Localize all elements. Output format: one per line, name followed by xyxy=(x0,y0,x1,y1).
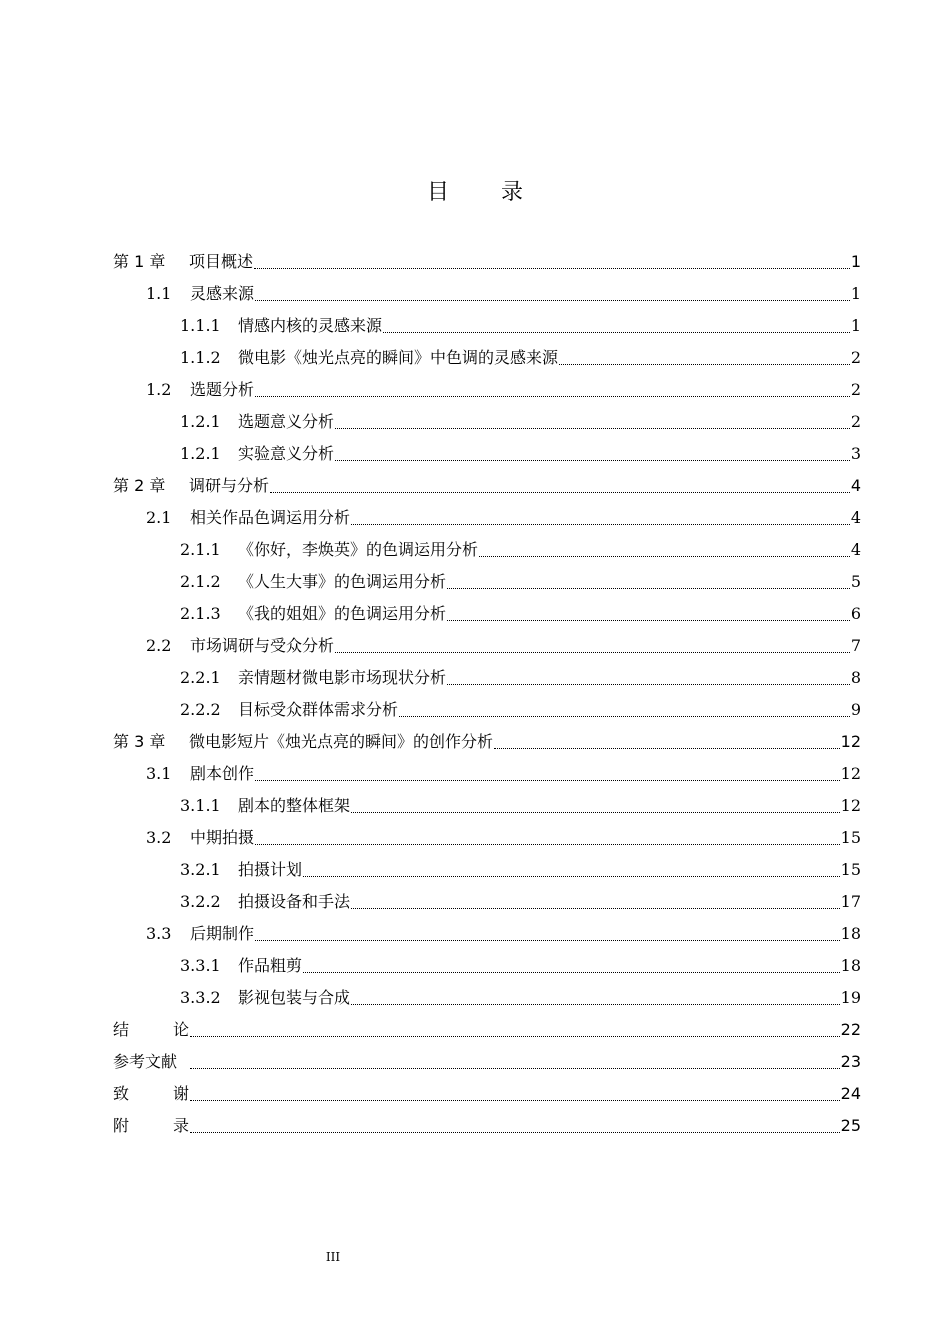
toc-entry-title: 选题意义分析 xyxy=(238,412,335,431)
toc-backmatter-entry[interactable] xyxy=(113,1078,861,1110)
dot-leader xyxy=(351,908,840,909)
toc-entry-number: 3.1 xyxy=(146,764,172,783)
toc-entry-title: 亲情题材微电影市场现状分析 xyxy=(238,668,447,687)
toc-entry-page: 24 xyxy=(840,1084,861,1103)
toc-entry-title-part: 参考文献 xyxy=(113,1052,178,1071)
toc-entry-title xyxy=(113,1020,189,1040)
toc-title-char: 目 xyxy=(426,180,449,205)
toc-entry-title: 剧本的整体框架 xyxy=(238,796,351,815)
dot-leader xyxy=(335,460,850,461)
toc-entry-number: 第 2 章 xyxy=(113,476,166,495)
toc-entry-title: 《人生大事》的色调运用分析 xyxy=(238,572,447,591)
toc-entry-title-part: 附 xyxy=(113,1116,130,1135)
toc-entry-title: 拍摄计划 xyxy=(238,860,303,879)
toc-entry-number: 1.1.2 xyxy=(180,348,221,367)
toc-entry-page: 12 xyxy=(840,764,861,783)
toc-entry-page: 7 xyxy=(850,636,861,655)
toc-entry-title: 拍摄设备和手法 xyxy=(238,892,351,911)
toc-entry-title: 后期制作 xyxy=(190,924,255,943)
toc-section-entry[interactable] xyxy=(113,822,861,854)
dot-leader xyxy=(559,364,850,365)
dot-leader xyxy=(190,1132,840,1133)
toc-entry-title-part: 论 xyxy=(172,1020,189,1039)
toc-entry-title xyxy=(113,1052,189,1072)
toc-subsection-entry[interactable] xyxy=(113,790,861,822)
toc-entry-page: 9 xyxy=(850,700,861,719)
toc-entry-page: 2 xyxy=(850,348,861,367)
dot-leader xyxy=(190,1100,840,1101)
toc-section-entry[interactable] xyxy=(113,758,861,790)
toc-entry-page: 4 xyxy=(850,540,861,559)
toc-entry-number: 3.1.1 xyxy=(180,796,221,815)
toc-entry-title: 作品粗剪 xyxy=(238,956,303,975)
toc-title-char: 录 xyxy=(501,180,524,205)
page-number-footer: III xyxy=(325,1250,341,1264)
dot-leader xyxy=(190,1036,840,1037)
dot-leader xyxy=(255,396,850,397)
toc-entry-number: 1.1 xyxy=(146,284,172,303)
toc-entry-title: 目标受众群体需求分析 xyxy=(238,700,399,719)
dot-leader xyxy=(255,940,840,941)
toc-entry-number: 1.2 xyxy=(146,380,172,399)
toc-entry-page: 15 xyxy=(840,828,861,847)
toc-section-entry[interactable] xyxy=(113,374,861,406)
toc-subsection-entry[interactable] xyxy=(113,982,861,1014)
dot-leader xyxy=(254,268,850,269)
toc-entry-title-part: 结 xyxy=(113,1020,130,1039)
toc-entry-page: 18 xyxy=(840,924,861,943)
dot-leader xyxy=(351,812,840,813)
dot-leader xyxy=(335,428,850,429)
toc-backmatter-entry[interactable] xyxy=(113,1110,861,1142)
toc-subsection-entry[interactable] xyxy=(113,694,861,726)
toc-entry-title xyxy=(113,1084,189,1104)
toc-entry-page: 17 xyxy=(840,892,861,911)
toc-entry-title: 《你好，李焕英》的色调运用分析 xyxy=(238,540,479,559)
toc-entry-page: 18 xyxy=(840,956,861,975)
toc-title xyxy=(0,178,950,208)
toc-entry-number: 第 3 章 xyxy=(113,732,166,751)
toc-entry-number: 2.1.1 xyxy=(180,540,221,559)
toc-subsection-entry[interactable] xyxy=(113,662,861,694)
dot-leader xyxy=(447,620,850,621)
toc-entry-title: 中期拍摄 xyxy=(190,828,255,847)
toc-entry-title: 情感内核的灵感来源 xyxy=(238,316,383,335)
toc-entry-title-part: 致 xyxy=(113,1084,130,1103)
toc-entry-number: 第 1 章 xyxy=(113,252,166,271)
dot-leader xyxy=(335,652,850,653)
toc-entry-number: 1.2.1 xyxy=(180,444,221,463)
toc-subsection-entry[interactable] xyxy=(113,886,861,918)
dot-leader xyxy=(270,492,850,493)
toc-section-entry[interactable] xyxy=(113,502,861,534)
toc-subsection-entry[interactable] xyxy=(113,438,861,470)
toc-entry-number: 2.1.3 xyxy=(180,604,221,623)
toc-entry-page: 5 xyxy=(850,572,861,591)
toc-entry-page: 2 xyxy=(850,412,861,431)
toc-entry-number: 3.2.2 xyxy=(180,892,221,911)
toc-entry-page: 1 xyxy=(850,316,861,335)
toc-section-entry[interactable] xyxy=(113,630,861,662)
toc-entry-title: 调研与分析 xyxy=(189,476,270,495)
toc-entry-title: 实验意义分析 xyxy=(238,444,335,463)
toc-chapter-entry[interactable] xyxy=(113,246,861,278)
toc-chapter-entry[interactable] xyxy=(113,726,861,758)
toc-entry-page: 15 xyxy=(840,860,861,879)
dot-leader xyxy=(255,844,840,845)
dot-leader xyxy=(190,1068,840,1069)
toc-subsection-entry[interactable] xyxy=(113,950,861,982)
dot-leader xyxy=(303,876,840,877)
table-of-contents xyxy=(113,246,861,1142)
dot-leader xyxy=(383,332,850,333)
dot-leader xyxy=(494,748,840,749)
toc-entry-title: 微电影短片《烛光点亮的瞬间》的创作分析 xyxy=(189,732,494,751)
toc-backmatter-entry[interactable] xyxy=(113,1014,861,1046)
dot-leader xyxy=(303,972,840,973)
toc-entry-page: 1 xyxy=(850,284,861,303)
toc-entry-page: 19 xyxy=(840,988,861,1007)
toc-entry-title: 选题分析 xyxy=(190,380,255,399)
toc-entry-number: 3.2.1 xyxy=(180,860,221,879)
toc-section-entry[interactable] xyxy=(113,278,861,310)
dot-leader xyxy=(447,588,850,589)
toc-subsection-entry[interactable] xyxy=(113,534,861,566)
toc-entry-number: 2.2 xyxy=(146,636,172,655)
toc-entry-number: 1.1.1 xyxy=(180,316,221,335)
toc-entry-page: 2 xyxy=(850,380,861,399)
toc-entry-number: 2.1 xyxy=(146,508,172,527)
toc-entry-title: 影视包装与合成 xyxy=(238,988,351,1007)
toc-entry-page: 12 xyxy=(840,796,861,815)
toc-entry-page: 23 xyxy=(840,1052,861,1071)
toc-entry-page: 4 xyxy=(850,476,861,495)
toc-entry-page: 8 xyxy=(850,668,861,687)
toc-entry-title: 微电影《烛光点亮的瞬间》中色调的灵感来源 xyxy=(238,348,559,367)
toc-subsection-entry[interactable] xyxy=(113,342,861,374)
toc-entry-title: 剧本创作 xyxy=(190,764,255,783)
toc-entry-page: 12 xyxy=(840,732,861,751)
toc-entry-page: 25 xyxy=(840,1116,861,1135)
toc-subsection-entry[interactable] xyxy=(113,406,861,438)
toc-entry-number: 3.3.2 xyxy=(180,988,221,1007)
toc-subsection-entry[interactable] xyxy=(113,566,861,598)
dot-leader xyxy=(255,300,850,301)
toc-entry-title: 相关作品色调运用分析 xyxy=(190,508,351,527)
toc-subsection-entry[interactable] xyxy=(113,598,861,630)
toc-entry-page: 22 xyxy=(840,1020,861,1039)
toc-entry-number: 2.2.2 xyxy=(180,700,221,719)
toc-entry-title: 《我的姐姐》的色调运用分析 xyxy=(238,604,447,623)
toc-entry-number: 1.2.1 xyxy=(180,412,221,431)
toc-backmatter-entry[interactable] xyxy=(113,1046,861,1078)
toc-entry-number: 3.3 xyxy=(146,924,172,943)
toc-entry-title: 灵感来源 xyxy=(190,284,255,303)
toc-entry-page: 4 xyxy=(850,508,861,527)
toc-subsection-entry[interactable] xyxy=(113,310,861,342)
toc-entry-page: 3 xyxy=(850,444,861,463)
toc-entry-title: 市场调研与受众分析 xyxy=(190,636,335,655)
toc-entry-page: 1 xyxy=(850,252,861,271)
toc-entry-number: 3.2 xyxy=(146,828,172,847)
toc-subsection-entry[interactable] xyxy=(113,854,861,886)
dot-leader xyxy=(255,780,840,781)
dot-leader xyxy=(399,716,850,717)
toc-entry-title: 项目概述 xyxy=(189,252,254,271)
toc-entry-number: 3.3.1 xyxy=(180,956,221,975)
dot-leader xyxy=(351,524,850,525)
toc-entry-title-part: 录 xyxy=(172,1116,189,1135)
dot-leader xyxy=(479,556,850,557)
toc-entry-title xyxy=(113,1116,189,1136)
dot-leader xyxy=(351,1004,840,1005)
toc-section-entry[interactable] xyxy=(113,918,861,950)
toc-entry-number: 2.2.1 xyxy=(180,668,221,687)
toc-chapter-entry[interactable] xyxy=(113,470,861,502)
toc-entry-page: 6 xyxy=(850,604,861,623)
toc-entry-number: 2.1.2 xyxy=(180,572,221,591)
toc-entry-title-part: 谢 xyxy=(172,1084,189,1103)
dot-leader xyxy=(447,684,850,685)
